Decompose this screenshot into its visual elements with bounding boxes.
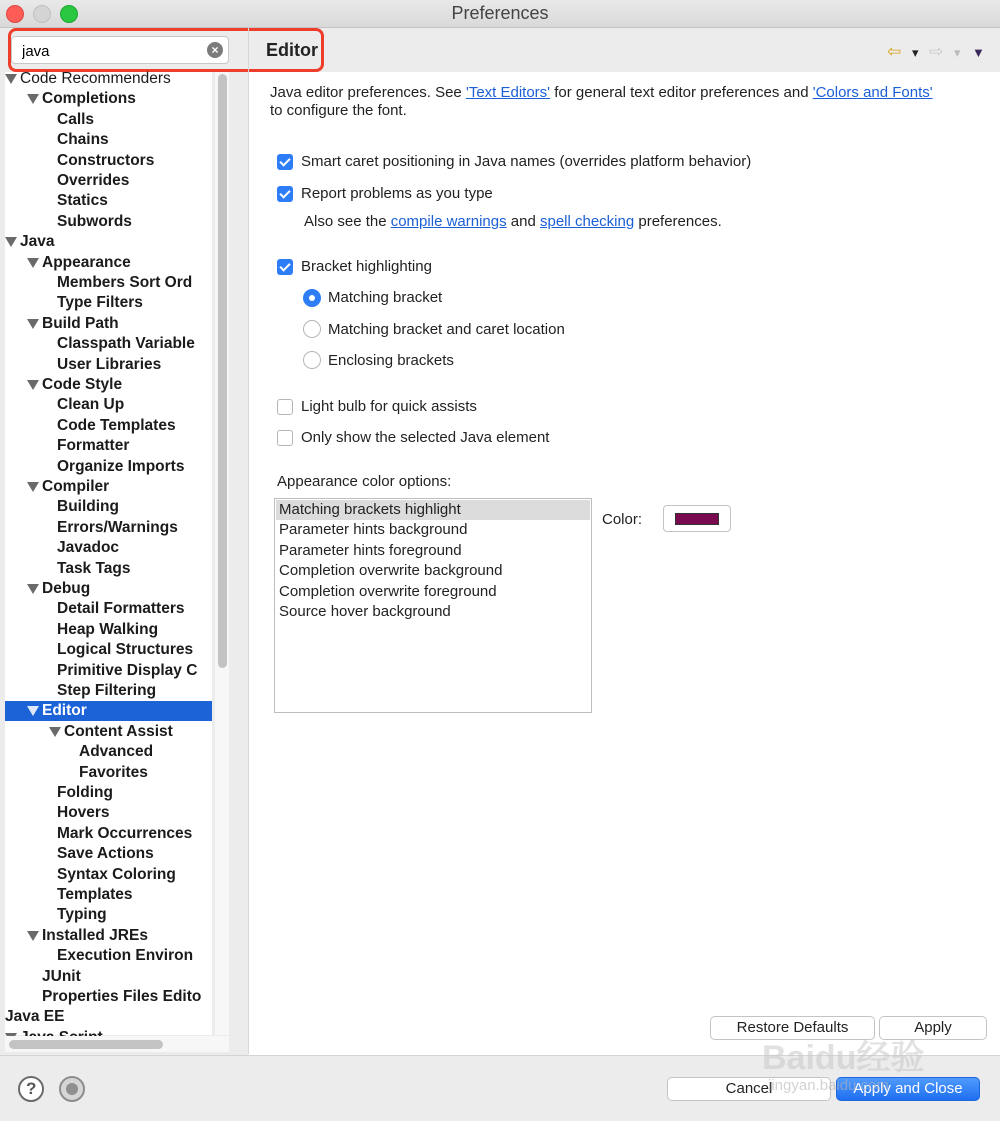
tree-item[interactable] xyxy=(57,130,109,150)
tree-item[interactable] xyxy=(57,538,119,558)
expand-triangle-icon[interactable] xyxy=(5,74,17,84)
tree-item-label: Execution Environ xyxy=(57,947,194,965)
appearance-color-options-label: Appearance color options: xyxy=(277,473,452,490)
tree-item-label: Type Filters xyxy=(57,294,143,312)
tree-item[interactable] xyxy=(57,559,131,579)
enclosing-brackets-label: Enclosing brackets xyxy=(328,352,454,369)
expand-triangle-icon[interactable] xyxy=(27,319,39,329)
tree-item[interactable] xyxy=(57,885,133,905)
tree-item[interactable] xyxy=(57,824,192,844)
tree-item-label: Members Sort Ord xyxy=(57,274,193,291)
tree-item[interactable] xyxy=(5,1007,64,1027)
tree-item-label: Calls xyxy=(57,110,95,128)
tree-item-label: Appearance xyxy=(42,253,131,271)
expand-triangle-icon[interactable] xyxy=(27,380,39,390)
expand-triangle-icon[interactable] xyxy=(27,258,39,268)
matching-bracket-label: Matching bracket xyxy=(328,289,443,306)
tree-item[interactable] xyxy=(57,905,107,925)
intro-text xyxy=(270,84,933,101)
tree-item-label: Compiler xyxy=(42,478,110,495)
tree-item[interactable] xyxy=(57,661,197,681)
apply-and-close-button[interactable]: Apply and Close xyxy=(836,1077,980,1101)
tree-item-label: Errors/Warnings xyxy=(57,518,178,536)
tree-item[interactable] xyxy=(27,926,148,946)
restore-defaults-button[interactable]: Restore Defaults xyxy=(710,1016,875,1040)
tree-item-label: Properties Files Edito xyxy=(42,988,202,1005)
tree-item-label: Primitive Display C xyxy=(57,661,198,679)
tree-item-label: Heap Walking xyxy=(57,620,159,638)
tree-item[interactable] xyxy=(42,987,201,1007)
text-editors-link[interactable]: 'Text Editors' xyxy=(465,84,551,101)
compile-warnings-link[interactable]: compile warnings xyxy=(390,213,507,230)
tree-item-label: Organize Imports xyxy=(57,457,185,475)
tree-item-label: Hovers xyxy=(57,804,110,822)
smart-caret-label: Smart caret positioning in Java names (overrides platform behavior) xyxy=(301,153,752,170)
color-option-item[interactable]: Matching brackets highlight xyxy=(276,500,590,520)
preference-tree xyxy=(5,72,212,1035)
tree-item-label: Classpath Variable xyxy=(57,335,195,353)
report-problems-label: Report problems as you type xyxy=(301,185,493,202)
tree-item-label: Chains xyxy=(57,131,109,149)
enclosing-brackets-radio[interactable] xyxy=(303,351,321,369)
color-option-item[interactable]: Parameter hints background xyxy=(279,521,468,539)
help-icon: ? xyxy=(26,1079,37,1098)
forward-history-chevron-icon[interactable]: ▾ xyxy=(954,45,961,60)
color-label: Color: xyxy=(602,511,643,528)
scroll-thumb[interactable] xyxy=(9,1040,163,1049)
appearance-color-list[interactable] xyxy=(274,498,592,713)
watermark-logo: Baidu经验 xyxy=(762,1039,925,1077)
tree-item-label: Java xyxy=(20,233,55,251)
tree-item[interactable] xyxy=(27,253,131,273)
clear-search-icon[interactable]: × xyxy=(207,42,223,58)
matching-bracket-radio[interactable] xyxy=(303,289,321,307)
tree-item[interactable] xyxy=(57,293,143,313)
tree-item[interactable] xyxy=(57,681,156,701)
also-see-part2: and xyxy=(506,213,540,230)
tree-item[interactable] xyxy=(27,375,122,395)
tree-item[interactable] xyxy=(5,232,54,252)
tree-item[interactable] xyxy=(57,395,124,415)
tree-item-label: Content Assist xyxy=(64,722,173,740)
tree-item-label: Step Filtering xyxy=(57,682,157,699)
tree-item[interactable] xyxy=(57,191,108,211)
tree-item[interactable] xyxy=(57,436,129,456)
tree-item[interactable] xyxy=(57,946,193,966)
back-history-chevron-icon[interactable]: ▾ xyxy=(912,45,919,60)
title-bar xyxy=(0,0,1000,28)
tree-vertical-scrollbar[interactable] xyxy=(215,72,229,1035)
tree-item[interactable] xyxy=(57,783,113,803)
tree-item[interactable] xyxy=(27,89,136,109)
forward-arrow-icon[interactable]: ⇨ xyxy=(929,42,944,61)
tree-item-label: Completions xyxy=(42,90,136,108)
expand-triangle-icon[interactable] xyxy=(27,94,39,104)
view-menu-icon[interactable]: ▼ xyxy=(972,45,985,60)
tree-item[interactable] xyxy=(57,518,178,538)
expand-triangle-icon[interactable] xyxy=(27,584,39,594)
bracket-highlighting-checkbox[interactable] xyxy=(277,259,293,275)
also-see-part3: preferences. xyxy=(634,213,722,230)
intro-part1: Java editor preferences. See xyxy=(270,84,466,101)
tree-item[interactable] xyxy=(57,620,158,640)
expand-triangle-icon[interactable] xyxy=(27,931,39,941)
bracket-highlighting-label: Bracket highlighting xyxy=(301,258,432,275)
color-picker-button[interactable] xyxy=(663,505,731,532)
filter-search-input[interactable] xyxy=(20,40,204,62)
tree-item-label: Mark Occurrences xyxy=(57,824,193,842)
tree-item-label: Favorites xyxy=(79,763,148,781)
tree-item[interactable] xyxy=(57,457,184,477)
tree-item[interactable] xyxy=(27,579,90,599)
light-bulb-label: Light bulb for quick assists xyxy=(301,398,477,415)
color-option-item[interactable]: Completion overwrite background xyxy=(279,562,503,580)
tree-item-label: Code Recommenders xyxy=(20,70,171,87)
color-option-item[interactable]: Completion overwrite foreground xyxy=(279,582,497,600)
tree-item-label: Templates xyxy=(57,886,133,903)
cancel-button[interactable]: Cancel xyxy=(667,1077,831,1101)
tree-item-label: Code Style xyxy=(42,376,123,393)
expand-triangle-icon[interactable] xyxy=(27,706,39,716)
color-swatch xyxy=(675,513,719,525)
tree-item-label: Clean Up xyxy=(57,396,125,414)
tree-item[interactable] xyxy=(57,171,129,191)
tree-item-label: Save Actions xyxy=(57,845,154,863)
tree-item[interactable] xyxy=(57,212,132,232)
tree-item-label: Overrides xyxy=(57,172,130,189)
tree-item[interactable] xyxy=(57,599,184,619)
tree-item-label: Build Path xyxy=(42,314,119,332)
back-arrow-icon[interactable]: ⇦ xyxy=(887,42,902,61)
tree-item-label: Code Templates xyxy=(57,416,176,434)
tree-item[interactable] xyxy=(57,865,176,885)
tree-item[interactable] xyxy=(42,967,81,987)
also-see-part1: Also see the xyxy=(304,213,391,230)
tree-item-label: Logical Structures xyxy=(57,641,194,659)
tree-item[interactable] xyxy=(57,416,176,436)
tree-item-label: Installed JREs xyxy=(42,926,148,944)
page-title: Editor xyxy=(266,40,318,60)
tree-item[interactable] xyxy=(57,355,161,375)
color-option-item[interactable]: Parameter hints foreground xyxy=(279,541,462,559)
tree-item-label: Detail Formatters xyxy=(57,600,185,618)
color-option-item[interactable]: Source hover background xyxy=(279,603,451,620)
tree-item-label: Debug xyxy=(42,580,91,597)
tree-item-label: Javadoc xyxy=(57,539,120,557)
tree-item-label: Constructors xyxy=(57,151,155,169)
tree-item[interactable] xyxy=(57,110,94,130)
tree-item-label: Typing xyxy=(57,906,107,924)
tree-item[interactable] xyxy=(57,497,119,517)
colors-and-fonts-link[interactable]: 'Colors and Fonts' xyxy=(812,84,933,101)
tree-item[interactable] xyxy=(79,763,148,783)
tree-item-label: Building xyxy=(57,498,119,516)
apply-button[interactable]: Apply xyxy=(879,1016,987,1040)
window-title: Preferences xyxy=(451,3,549,23)
expand-triangle-icon[interactable] xyxy=(5,237,17,247)
intro-line2: to configure the font. xyxy=(270,102,407,119)
tree-item-label: Statics xyxy=(57,192,108,210)
also-see-text xyxy=(304,213,722,230)
import-export-icon xyxy=(66,1083,78,1095)
tree-item-label: Formatter xyxy=(57,437,130,455)
only-selected-label: Only show the selected Java element xyxy=(301,429,550,446)
tree-item[interactable] xyxy=(57,334,195,354)
help-button[interactable] xyxy=(18,1076,44,1102)
expand-triangle-icon[interactable] xyxy=(27,482,39,492)
tree-item[interactable] xyxy=(57,151,154,171)
tree-item[interactable] xyxy=(5,69,171,89)
expand-triangle-icon[interactable] xyxy=(49,727,61,737)
only-selected-checkbox[interactable] xyxy=(277,430,293,446)
watermark-url: jingyan.baidu.com xyxy=(768,1077,889,1094)
tree-item-label: Java EE xyxy=(5,1008,65,1026)
scroll-thumb[interactable] xyxy=(218,74,227,668)
tree-item-label: Syntax Coloring xyxy=(57,865,176,883)
smart-caret-checkbox[interactable] xyxy=(277,154,293,170)
tree-item[interactable] xyxy=(57,844,154,864)
intro-part2: for general text editor preferences and xyxy=(550,84,813,101)
tree-item[interactable] xyxy=(57,640,193,660)
spell-checking-link[interactable]: spell checking xyxy=(539,213,635,230)
tree-item[interactable] xyxy=(57,273,192,293)
light-bulb-checkbox[interactable] xyxy=(277,399,293,415)
tree-item[interactable] xyxy=(27,314,119,334)
tree-item-label: Folding xyxy=(57,784,113,801)
matching-bracket-caret-radio[interactable] xyxy=(303,320,321,338)
tree-item-label: User Libraries xyxy=(57,355,162,373)
report-problems-checkbox[interactable] xyxy=(277,186,293,202)
tree-item[interactable] xyxy=(79,742,153,762)
tree-item[interactable] xyxy=(5,701,212,721)
tree-item-label: Advanced xyxy=(79,743,154,761)
tree-horizontal-scrollbar[interactable] xyxy=(5,1036,229,1052)
filter-search-box xyxy=(11,36,229,64)
tree-item-label: Subwords xyxy=(57,212,132,230)
tree-item-label: JUnit xyxy=(42,967,81,985)
tree-item[interactable] xyxy=(57,803,110,823)
matching-bracket-caret-label: Matching bracket and caret location xyxy=(328,321,565,338)
tree-item[interactable] xyxy=(27,477,109,497)
tree-item[interactable] xyxy=(49,722,173,742)
tree-item-label: Editor xyxy=(42,702,87,720)
import-export-button[interactable] xyxy=(59,1076,85,1102)
tree-item-label: Task Tags xyxy=(57,559,131,577)
